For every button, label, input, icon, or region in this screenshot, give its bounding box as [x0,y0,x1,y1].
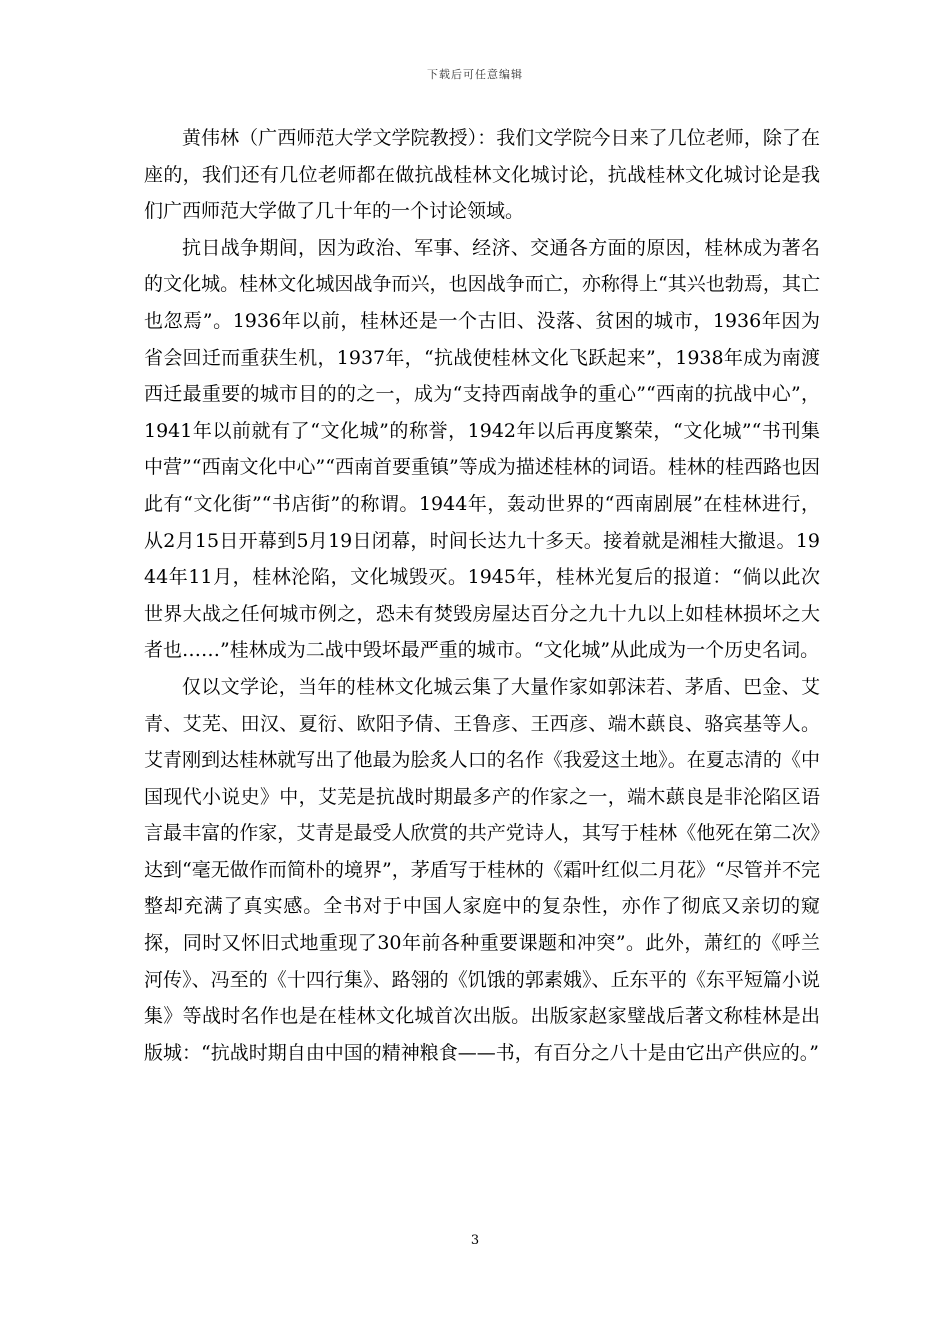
page-number: 3 [470,1233,480,1248]
document-body [144,120,820,1071]
paragraph-literature: 仅以文学论，当年的桂林文化城云集了大量作家如郭沫若、茅盾、巴金、艾青、艾芜、田汉、夏衍、欧阳予倩、王鲁彦、王西彦、端木蕻良、骆宾基等人。艾青刚到达桂林就写出了他最为脍炙人口的名作《我爱这土地》。在夏志清的《中国现代小说史》中，艾芜是抗战时期最多产的作家之一，端木蕻良是非沦陷区语言最丰富的作家，艾青是最受人欣赏的共产党诗人，其写于桂林《他死在第二次》达到“毫无做作而简朴的境界”，茅盾写于桂林的《霜叶红似二月花》“尽管并不完整却充满了真实感。全书对于中国人家庭中的复杂性，亦作了彻底又亲切的窥探，同时又怀旧式地重现了30年前各种重要课题和冲突”。此外，萧红的《呼兰河传》、冯至的《十四行集》、路翎的《饥饿的郭素娥》、丘东平的《东平短篇小说集》等战时名作也是在桂林文化城首次出版。出版家赵家璧战后著文称桂林是出版城：“抗战时期自由中国的精神粮食——书，有百分之八十是由它出产供应的。” [144,675,820,1064]
paragraph-interview-intro: 黄伟林（广西师范大学文学院教授）：我们文学院今日来了几位老师，除了在座的，我们还有几位老师都在做抗战桂林文化城讨论，抗战桂林文化城讨论是我们广西师范大学做了几十年的一个讨论领域。 [144,127,820,223]
page-header: 下载后可任意编辑 [427,68,523,81]
paragraph-war-history: 抗日战争期间，因为政治、军事、经济、交通各方面的原因，桂林成为著名的文化城。桂林文化城因战争而兴，也因战争而亡，亦称得上“其兴也勃焉，其亡也忽焉”。1936年以前，桂林还是一个古旧、没落、贫困的城市，1936年因为省会回迁而重获生机，1937年，“抗战使桂林文化飞跃起来”，1938年成为南渡西迁最重要的城市目的的之一，成为“支持西南战争的重心”“西南的抗战中心”，1941年以前就有了“文化城”的称誉，1942年以后再度繁荣，“文化城”“书刊集中营”“西南文化中心”“西南首要重镇”等成为描述桂林的词语。桂林的桂西路也因此有“文化街”“书店街”的称谓。1944年，轰动世界的“西南剧展”在桂林进行，从2月15日开幕到5月19日闭幕，时间长达九十多天。接着就是湘桂大撤退。1944年11月，桂林沦陷，文化城毁灭。1945年，桂林光复后的报道：“倘以此次世界大战之任何城市例之，恐未有焚毁房屋达百分之九十九以上如桂林损坏之大者也……”桂林成为二战中毁坏最严重的城市。“文化城”从此成为一个历史名词。 [144,236,820,662]
